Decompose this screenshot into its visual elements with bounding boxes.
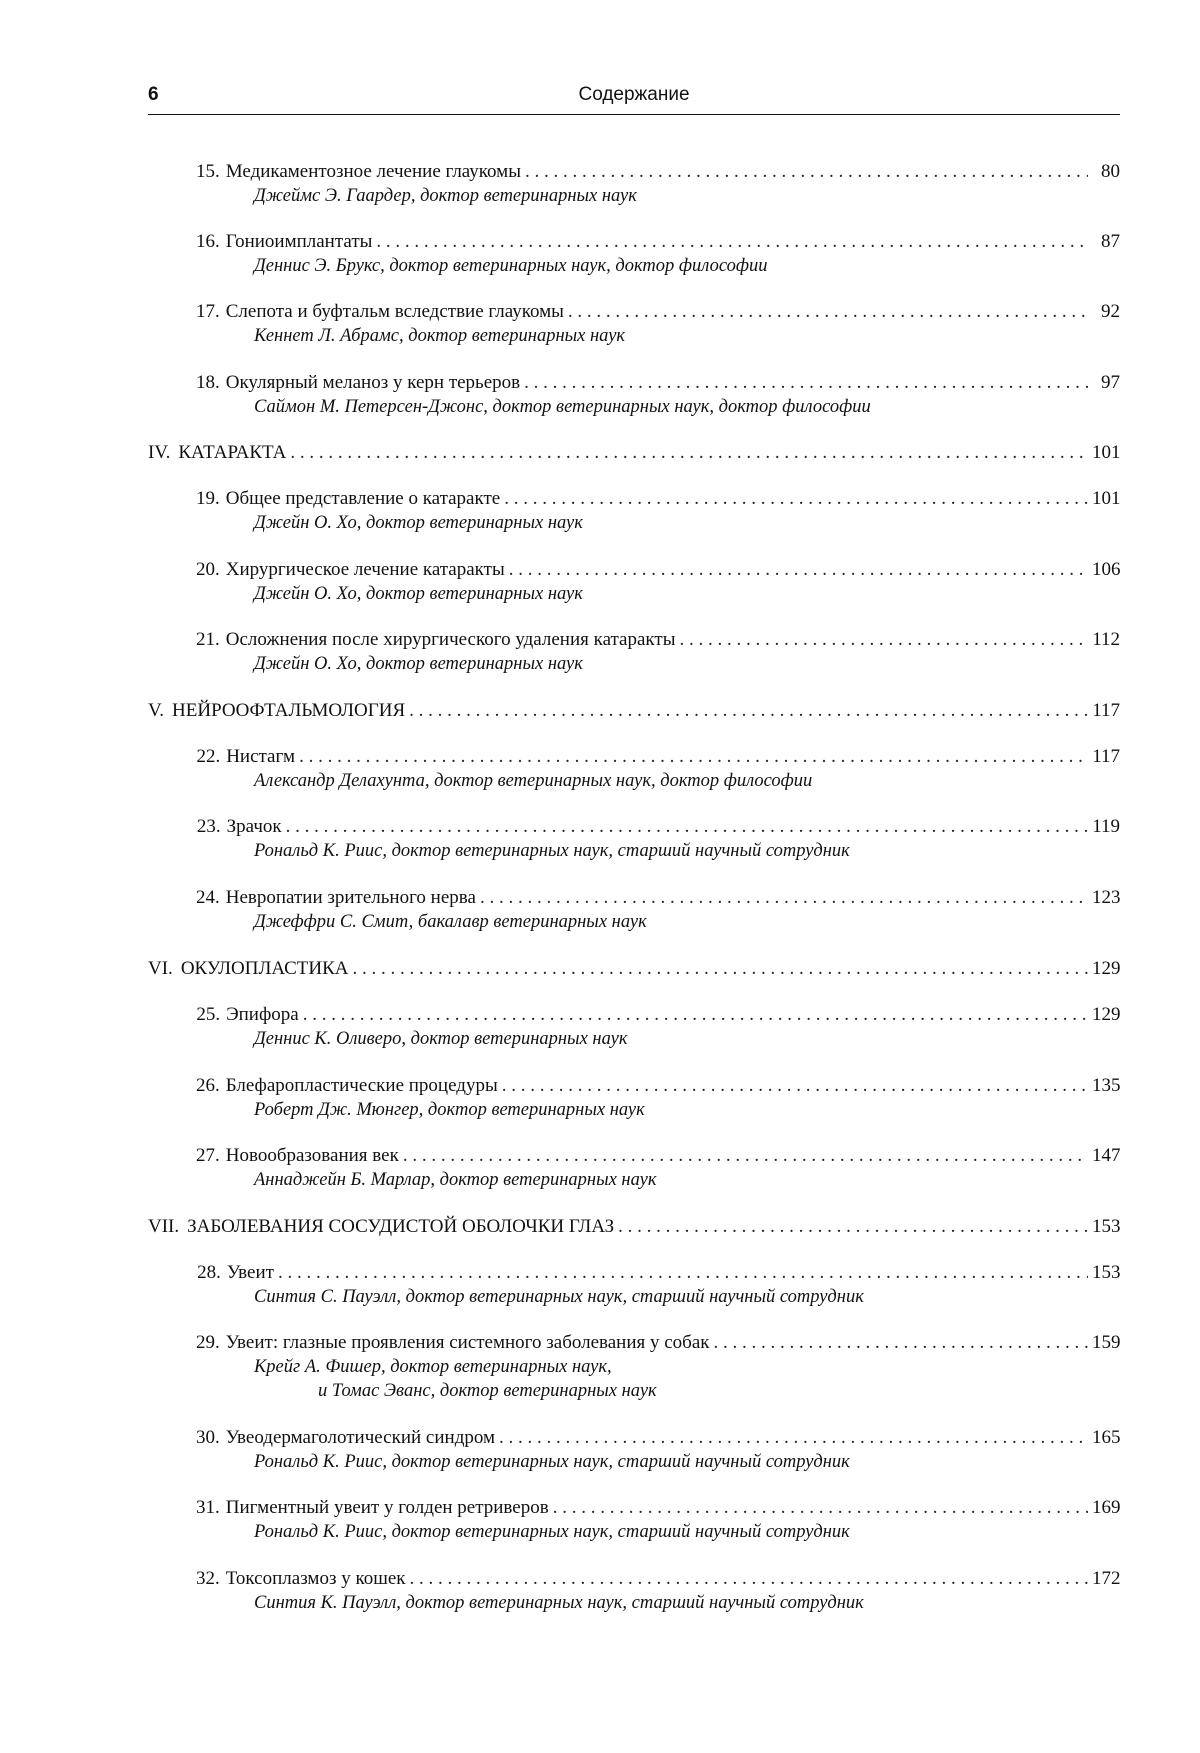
entry-page: 159 bbox=[1092, 1332, 1121, 1353]
toc-entry-ch30 bbox=[196, 1426, 1120, 1450]
entry-author: Рональд К. Риис, доктор ветеринарных наук, старший научный сотрудник bbox=[254, 1452, 850, 1472]
entry-author: Аннаджейн Б. Марлар, доктор ветеринарных наук bbox=[254, 1170, 657, 1190]
dot-leader bbox=[499, 1426, 1088, 1450]
part-number: IV. bbox=[148, 442, 171, 463]
dot-leader bbox=[353, 957, 1088, 981]
entry-number: 31. bbox=[196, 1497, 220, 1518]
entry-title: Зрачок bbox=[226, 816, 282, 837]
toc-entry-ch17 bbox=[196, 300, 1120, 324]
entry-title: Блефаропластические процедуры bbox=[225, 1075, 498, 1096]
entry-title: Увеит: глазные проявления системного заболевания у собак bbox=[225, 1332, 710, 1353]
entry-author: Саймон М. Петерсен-Джонс, доктор ветеринарных наук, доктор философии bbox=[254, 397, 871, 417]
entry-page: 80 bbox=[1101, 161, 1120, 182]
part-page: 129 bbox=[1092, 958, 1121, 979]
entry-number: 15. bbox=[196, 161, 220, 182]
part-page: 101 bbox=[1092, 442, 1121, 463]
entry-author: Джейн О. Хо, доктор ветеринарных наук bbox=[254, 513, 583, 533]
entry-page: 153 bbox=[1092, 1262, 1121, 1283]
toc-entry-ch23 bbox=[196, 815, 1120, 839]
entry-author: Александр Делахунта, доктор ветеринарных наук, доктор философии bbox=[254, 771, 813, 791]
entry-title: Гониоимплантаты bbox=[225, 231, 373, 252]
toc-entry-ch25 bbox=[196, 1003, 1120, 1027]
toc-entry-ch26 bbox=[196, 1074, 1120, 1098]
entry-author: Крейг А. Фишер, доктор ветеринарных наук, bbox=[254, 1357, 612, 1377]
dot-leader bbox=[299, 745, 1088, 769]
toc-part-iv bbox=[148, 441, 1120, 465]
entry-author: Синтия К. Пауэлл, доктор ветеринарных наук, старший научный сотрудник bbox=[254, 1593, 864, 1613]
entry-number: 19. bbox=[196, 488, 220, 509]
entry-author: Джеффри С. Смит, бакалавр ветеринарных наук bbox=[254, 912, 647, 932]
toc-entry-ch22 bbox=[196, 745, 1120, 769]
part-number: V. bbox=[148, 700, 165, 721]
part-page: 153 bbox=[1092, 1216, 1121, 1237]
toc-entry-ch31 bbox=[196, 1496, 1120, 1520]
entry-page: 135 bbox=[1092, 1075, 1121, 1096]
entry-number: 22. bbox=[196, 746, 221, 767]
entry-number: 21. bbox=[196, 629, 220, 650]
entry-page: 97 bbox=[1101, 372, 1120, 393]
entry-author: Рональд К. Риис, доктор ветеринарных наук, старший научный сотрудник bbox=[254, 1522, 850, 1542]
entry-title: Окулярный меланоз у керн терьеров bbox=[225, 372, 521, 393]
entry-page: 87 bbox=[1101, 231, 1120, 252]
dot-leader bbox=[679, 628, 1088, 652]
toc-part-vi bbox=[148, 957, 1120, 981]
entry-number: 32. bbox=[196, 1568, 220, 1589]
entry-number: 24. bbox=[196, 887, 220, 908]
dot-leader bbox=[303, 1003, 1088, 1027]
dot-leader bbox=[480, 886, 1088, 910]
dot-leader bbox=[403, 1144, 1088, 1168]
entry-page: 129 bbox=[1092, 1004, 1121, 1025]
entry-number: 17. bbox=[196, 301, 220, 322]
toc-entry-ch21 bbox=[196, 628, 1120, 652]
entry-number: 29. bbox=[196, 1332, 220, 1353]
entry-author: Деннис Э. Брукс, доктор ветеринарных наук, доктор философии bbox=[254, 256, 768, 276]
dot-leader bbox=[290, 441, 1088, 465]
entry-number: 23. bbox=[196, 816, 221, 837]
entry-page: 147 bbox=[1092, 1145, 1121, 1166]
entry-author: Роберт Дж. Мюнгер, доктор ветеринарных наук bbox=[254, 1100, 645, 1120]
dot-leader bbox=[509, 558, 1088, 582]
entry-title: Новообразования век bbox=[225, 1145, 399, 1166]
toc-entry-ch29 bbox=[196, 1331, 1120, 1355]
entry-title: Пигментный увеит у голден ретриверов bbox=[225, 1497, 549, 1518]
toc-entry-ch28 bbox=[196, 1261, 1120, 1285]
entry-title: Хирургическое лечение катаракты bbox=[225, 559, 505, 580]
entry-page: 92 bbox=[1101, 301, 1120, 322]
entry-author-continued: и Томас Эванс, доктор ветеринарных наук bbox=[318, 1381, 657, 1401]
entry-number: 30. bbox=[196, 1427, 220, 1448]
dot-leader bbox=[278, 1261, 1088, 1285]
entry-page: 112 bbox=[1092, 629, 1120, 650]
entry-title: Нистагм bbox=[226, 746, 296, 767]
entry-title: Эпифора bbox=[226, 1004, 299, 1025]
part-number: VI. bbox=[148, 958, 173, 979]
entry-number: 26. bbox=[196, 1075, 220, 1096]
toc-part-vii bbox=[148, 1215, 1120, 1239]
entry-author: Джейн О. Хо, доктор ветеринарных наук bbox=[254, 584, 583, 604]
running-title: Содержание bbox=[578, 84, 690, 105]
entry-author: Синтия С. Пауэлл, доктор ветеринарных наук, старший научный сотрудник bbox=[254, 1287, 864, 1307]
dot-leader bbox=[286, 815, 1088, 839]
dot-leader bbox=[502, 1074, 1088, 1098]
entry-number: 25. bbox=[196, 1004, 221, 1025]
dot-leader bbox=[553, 1496, 1088, 1520]
part-title: ЗАБОЛЕВАНИЯ СОСУДИСТОЙ ОБОЛОЧКИ ГЛАЗ bbox=[187, 1216, 615, 1237]
entry-author: Деннис К. Оливеро, доктор ветеринарных наук bbox=[254, 1029, 628, 1049]
entry-page: 169 bbox=[1092, 1497, 1121, 1518]
toc-entry-ch15 bbox=[196, 160, 1120, 184]
part-title: ОКУЛОПЛАСТИКА bbox=[180, 958, 349, 979]
toc-entry-ch20 bbox=[196, 558, 1120, 582]
toc-entry-ch24 bbox=[196, 886, 1120, 910]
entry-number: 28. bbox=[197, 1262, 221, 1283]
toc-entry-ch27 bbox=[196, 1144, 1120, 1168]
toc-entry-ch18 bbox=[196, 371, 1120, 395]
entry-author: Кеннет Л. Абрамс, доктор ветеринарных наук bbox=[254, 326, 626, 346]
entry-number: 16. bbox=[196, 231, 220, 252]
toc-part-v bbox=[148, 699, 1120, 723]
entry-page: 123 bbox=[1092, 887, 1121, 908]
entry-title: Увеит bbox=[226, 1262, 274, 1283]
entry-number: 27. bbox=[196, 1145, 220, 1166]
entry-page: 172 bbox=[1092, 1568, 1121, 1589]
toc-entry-ch16 bbox=[196, 230, 1120, 254]
entry-author: Рональд К. Риис, доктор ветеринарных наук, старший научный сотрудник bbox=[254, 841, 850, 861]
dot-leader bbox=[410, 1567, 1088, 1591]
entry-title: Осложнения после хирургического удаления катаракты bbox=[225, 629, 676, 650]
entry-title: Слепота и буфтальм вследствие глаукомы bbox=[225, 301, 564, 322]
entry-page: 117 bbox=[1092, 746, 1120, 767]
dot-leader bbox=[618, 1215, 1088, 1239]
dot-leader bbox=[568, 300, 1088, 324]
dot-leader bbox=[409, 699, 1088, 723]
part-title: КАТАРАКТА bbox=[178, 442, 287, 463]
entry-title: Увеодермаголотический синдром bbox=[225, 1427, 496, 1448]
entry-title: Медикаментозное лечение глаукомы bbox=[225, 161, 521, 182]
dot-leader bbox=[524, 371, 1088, 395]
entry-title: Токсоплазмоз у кошек bbox=[225, 1568, 406, 1589]
entry-number: 18. bbox=[196, 372, 220, 393]
entry-number: 20. bbox=[196, 559, 220, 580]
page-number: 6 bbox=[148, 84, 159, 105]
dot-leader bbox=[525, 160, 1088, 184]
dot-leader bbox=[504, 487, 1088, 511]
dot-leader bbox=[376, 230, 1088, 254]
entry-title: Общее представление о катаракте bbox=[225, 488, 501, 509]
dot-leader bbox=[714, 1331, 1088, 1355]
part-title: НЕЙРООФТАЛЬМОЛОГИЯ bbox=[172, 700, 406, 721]
toc-entry-ch32 bbox=[196, 1567, 1120, 1591]
entry-page: 101 bbox=[1092, 488, 1121, 509]
part-number: VII. bbox=[148, 1216, 180, 1237]
part-page: 117 bbox=[1092, 700, 1120, 721]
entry-author: Джейн О. Хо, доктор ветеринарных наук bbox=[254, 654, 583, 674]
entry-page: 106 bbox=[1092, 559, 1121, 580]
entry-page: 165 bbox=[1092, 1427, 1121, 1448]
entry-author: Джеймс Э. Гаардер, доктор ветеринарных наук bbox=[254, 186, 637, 206]
entry-title: Невропатии зрительного нерва bbox=[225, 887, 476, 908]
toc-entry-ch19 bbox=[196, 487, 1120, 511]
entry-page: 119 bbox=[1092, 816, 1120, 837]
